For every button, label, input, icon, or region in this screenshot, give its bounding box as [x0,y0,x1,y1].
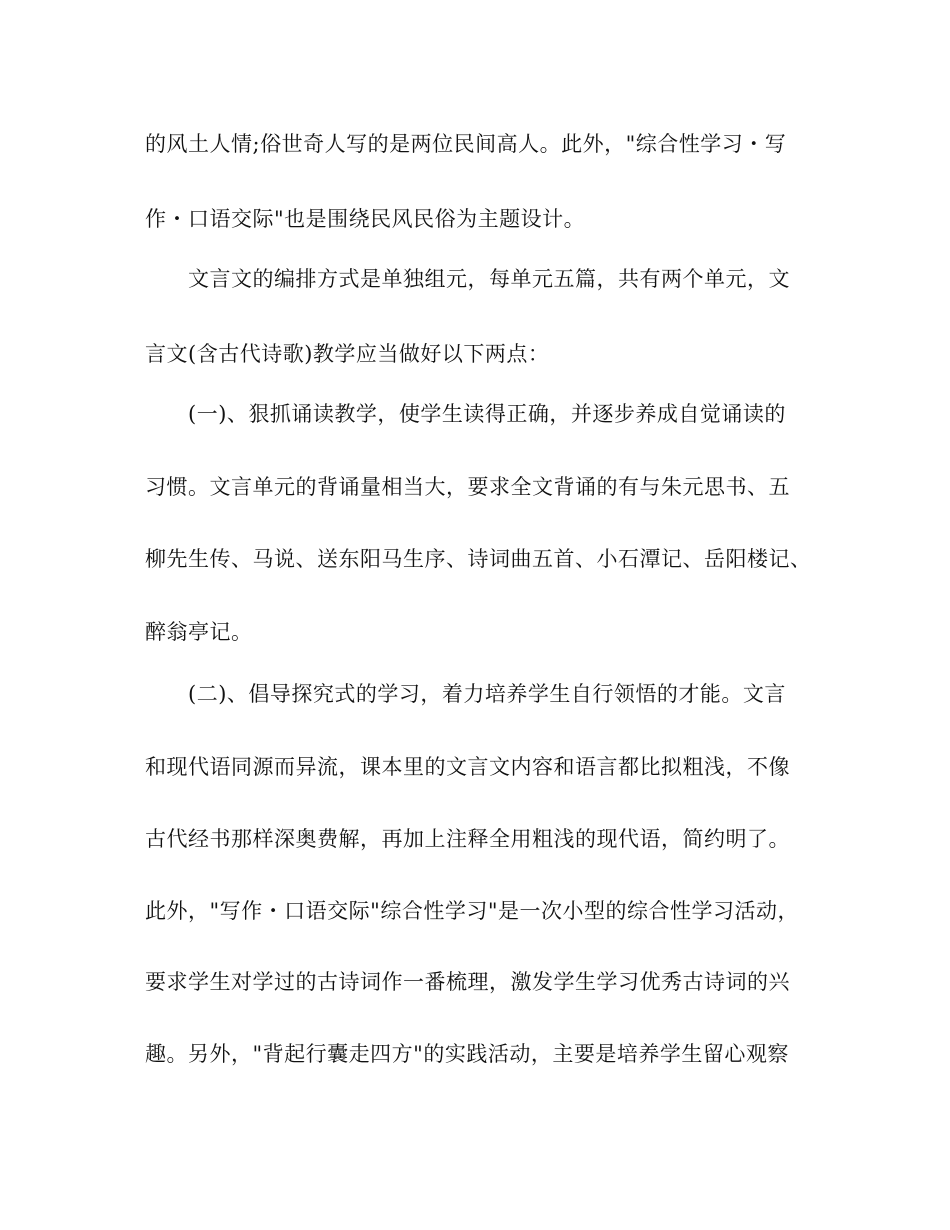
text-line: 习惯。文言单元的背诵量相当大，要求全文背诵的有与朱元思书、五 [145,475,790,499]
text-line: 趣。另外，"背起行囊走四方"的实践活动，主要是培养学生留心观察 [145,1042,789,1066]
text-line: 和现代语同源而异流，课本里的文言文内容和语言都比拟粗浅，不像 [145,755,790,779]
paragraph-start-line: (二)、倡导探究式的学习，着力培养学生自行领悟的才能。文言 [188,682,786,706]
text-line: 作・口语交际"也是围绕民风民俗为主题设计。 [145,207,586,231]
text-line: 的风土人情;俗世奇人写的是两位民间高人。此外，"综合性学习・写 [145,132,787,156]
text-line: 柳先生传、马说、送东阳马生序、诗词曲五首、小石潭记、岳阳楼记、 [145,547,812,571]
text-line: 此外，"写作・口语交际"综合性学习"是一次小型的综合性学习活动， [145,899,799,923]
text-line: 要求学生对学过的古诗词作一番梳理，激发学生学习优秀古诗词的兴 [145,970,790,994]
text-line: 古代经书那样深奥费解，再加上注释全用粗浅的现代语，简约明了。 [145,827,790,851]
text-line: 言文(含古代诗歌)教学应当做好以下两点： [145,342,550,366]
paragraph-start-line: (一)、狠抓诵读教学，使学生读得正确，并逐步养成自觉诵读的 [188,402,786,426]
paragraph-start-line: 文言文的编排方式是单独组元，每单元五篇，共有两个单元，文 [188,267,790,291]
text-line: 醉翁亭记。 [145,620,253,644]
